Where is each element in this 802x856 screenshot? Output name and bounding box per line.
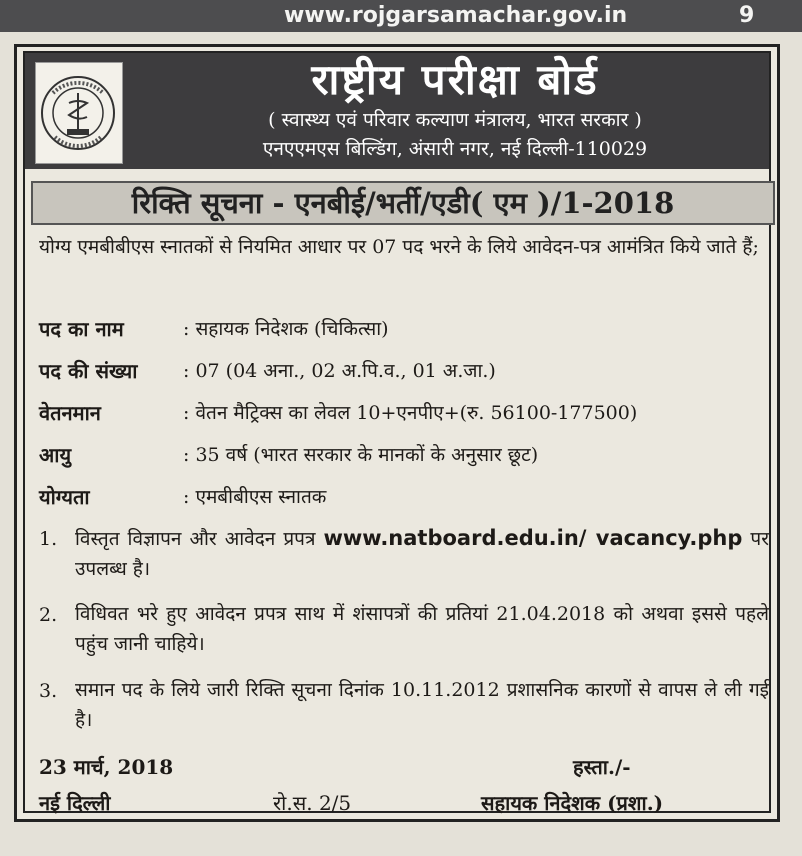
board-title: राष्ट्रीय परीक्षा बोर्ड [311,55,599,104]
field-value-post-count: : 07 (04 अना., 02 अ.पि.व., 01 अ.जा.) [183,360,496,382]
page-number: 9 [739,3,755,28]
field-label-post-name: पद का नाम [39,317,124,341]
masthead-bar [0,0,802,32]
field-value-qualification: : एमबीबीएस स्नातक [183,486,327,508]
point-1-prefix: विस्तृत विज्ञापन और आवेदन प्रपत्र [75,528,324,550]
advertisement-inner-frame [23,51,771,813]
notice-date: 23 मार्च, 2018 [39,755,174,779]
point-1 [75,523,769,584]
notice-ref: रो.स. 2/5 [273,791,352,815]
field-value-age: : 35 वर्ष (भारत सरकार के मानकों के अनुसार छूट) [183,444,539,466]
field-label-pay-scale: वेतनमान [39,401,101,425]
board-ministry: ( स्वास्थ्य एवं परिवार कल्याण मंत्रालय, भारत सरकार ) [268,109,642,131]
point-1-suffix: पर उपलब्ध है। [75,528,769,580]
notice-intro: योग्य एमबीबीएस स्नातकों से नियमित आधार पर 07 पद भरने के लिये आवेदन-पत्र आमंत्रित किये जाते हैं; [39,236,759,258]
natboard-vacancy-link[interactable]: www.natboard.edu.in/ vacancy.php [323,526,743,550]
point-3: समान पद के लिये जारी रिक्ति सूचना दिनांक 10.11.2012 प्रशासनिक कारणों से वापस ले ली गई है। [75,679,769,731]
signature: हस्ता./- [573,755,631,779]
point-number-3: 3. [39,680,58,702]
field-value-post-name: : सहायक निदेशक (चिकित्सा) [183,318,389,340]
point-2: विधिवत भरे हुए आवेदन प्रपत्र साथ में शंसापत्रों की प्रतियां 21.04.2018 को अथवा इससे पहले पहुंच जानी चाहिये। [75,603,769,655]
advertisement-frame [14,44,780,822]
nbe-emblem-icon [39,71,117,155]
board-logo [35,62,123,164]
board-address: एनएएमएस बिल्डिंग, अंसारी नगर, नई दिल्ली-110029 [262,138,648,160]
signatory-designation: सहायक निदेशक (प्रशा.) [481,791,664,815]
field-label-age: आयु [39,443,72,467]
site-url[interactable]: www.rojgarsamachar.gov.in [284,3,628,28]
notice-title: रिक्ति सूचना - एनबीई/भर्ती/एडी( एम )/1-2018 [31,181,775,225]
field-label-post-count: पद की संख्या [39,359,138,383]
field-value-pay-scale: : वेतन मैट्रिक्स का लेवल 10+एनपीए+(रु. 56100-177500) [183,402,638,424]
notice-place: नई दिल्ली [39,791,111,815]
field-label-qualification: योग्यता [39,485,90,509]
point-number-2: 2. [39,604,58,626]
board-header [25,53,769,169]
point-number-1: 1. [39,528,58,550]
